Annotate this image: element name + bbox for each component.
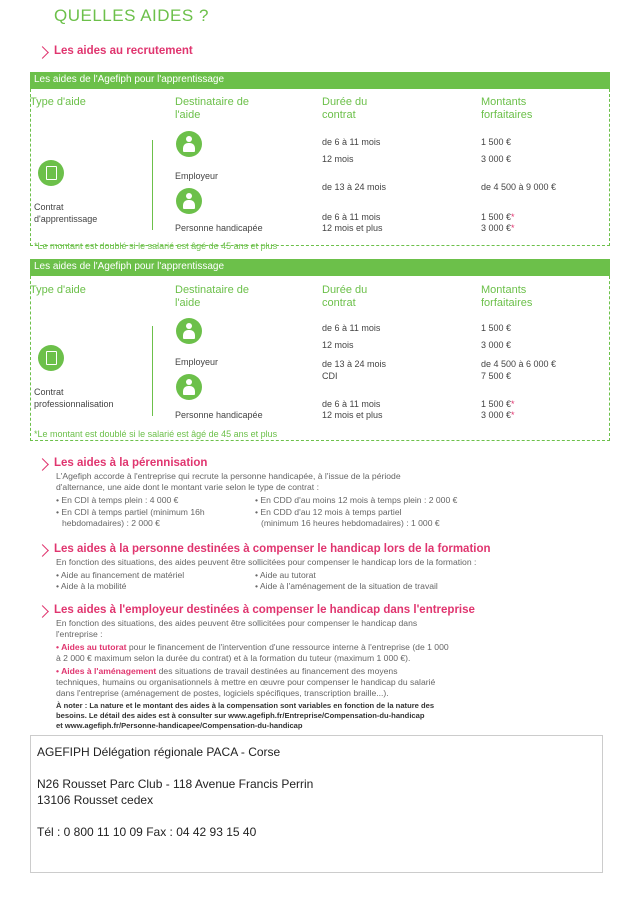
table1-band: Les aides de l'Agefiph pour l'apprentissage [30, 72, 610, 89]
table1-montant-1: 3 000 € [481, 154, 512, 164]
employeur-tutorat-2: à 2 000 € maximum selon la durée du contrat) et à la formation du tuteur (maximum 1 000 €). [56, 653, 411, 663]
table2-band: Les aides de l'Agefiph pour l'apprentissage [30, 259, 610, 276]
table2-montant-3: 7 500 € [481, 371, 512, 381]
table1-montant-3: 1 500 €* [481, 212, 515, 222]
table2-duree-5: 12 mois et plus [322, 410, 383, 420]
document-icon [38, 345, 64, 371]
employeur-amenagement-2: techniques, humains ou organisationnels à mettre en œuvre pour compenser le handicap du salarié [56, 677, 436, 687]
table2-employeur: Employeur [175, 357, 219, 367]
table2-header-montant: Montants forfaitaires [481, 284, 533, 309]
chevron-right-icon [38, 542, 47, 560]
footer-line3: 13106 Rousset cedex [37, 793, 154, 807]
table2-duree-1: 12 mois [322, 340, 354, 350]
table1-duree-0: de 6 à 11 mois [322, 137, 381, 147]
table2-montant-5: 3 000 €* [481, 410, 515, 420]
table2-montant-2: de 4 500 à 6 000 € [481, 359, 557, 369]
table1-duree-1: 12 mois [322, 154, 354, 164]
table1-employeur: Employeur [175, 171, 219, 181]
person-icon [176, 188, 202, 214]
perennisation-b4: • En CDD d'au 12 mois à temps partiel [255, 507, 402, 517]
employer-icon [176, 318, 202, 344]
employeur-amenagement: • Aides à l'aménagement des situations de travail destinées au financement des moyens [56, 666, 398, 676]
table1-header-montant: Montants forfaitaires [481, 96, 533, 121]
employeur-note: À noter : La nature et le montant des aides à la compensation sont variables en fonction de la nature des [56, 701, 435, 710]
personne-intro: En fonction des situations, des aides peuvent être sollicitées pour compenser le handicap lors de la formation : [56, 557, 477, 567]
person-icon [176, 374, 202, 400]
employeur-amenagement-3: dans l'entreprise (aménagement de postes, logiciels spécifiques, transcription braille...). [56, 688, 389, 698]
table1-header-duree: Durée du contrat [322, 96, 368, 121]
footer-line2: N26 Rousset Parc Club - 118 Avenue Francis Perrin [37, 777, 314, 791]
table2-personne: Personne handicapée [175, 410, 263, 420]
table1-header-dest: Destinataire de l'aide [175, 96, 249, 121]
table2-montant-1: 3 000 € [481, 340, 512, 350]
table1-montant-4: 3 000 €* [481, 223, 515, 233]
footer-line1: AGEFIPH Délégation régionale PACA - Corse [37, 745, 281, 759]
table2-duree-4: de 6 à 11 mois [322, 399, 381, 409]
table1-montant-0: 1 500 € [481, 137, 512, 147]
table1-personne: Personne handicapée [175, 223, 263, 233]
table1-montant-2: de 4 500 à 9 000 € [481, 182, 557, 192]
perennisation-intro2: d'alternance, une aide dont le montant varie selon le type de contrat : [56, 482, 319, 492]
table2-duree-2: de 13 à 24 mois [322, 359, 387, 369]
bracket [152, 140, 153, 230]
table2-type: Contrat professionnalisation [34, 387, 114, 409]
recrutement-title: Les aides au recrutement [54, 45, 193, 57]
personne-title: Les aides à la personne destinées à compenser le handicap lors de la formation [54, 543, 491, 555]
perennisation-b2: • En CDI à temps partiel (minimum 16h [56, 507, 205, 517]
employeur-intro2: l'entreprise : [56, 629, 103, 639]
table2-duree-3: CDI [322, 371, 338, 381]
bracket [152, 326, 153, 416]
employeur-title: Les aides à l'employeur destinées à compenser le handicap dans l'entreprise [54, 604, 475, 616]
perennisation-b1: • En CDI à temps plein : 4 000 € [56, 495, 179, 505]
perennisation-intro1: L'Agefiph accorde à l'entreprise qui recrute la personne handicapée, à l'issue de la période [56, 471, 401, 481]
table1-duree-2: de 13 à 24 mois [322, 182, 387, 192]
personne-b1: • Aide au financement de matériel [56, 570, 185, 580]
document-icon [38, 160, 64, 186]
table1-duree-3: de 6 à 11 mois [322, 212, 381, 222]
table2-duree-0: de 6 à 11 mois [322, 323, 381, 333]
employer-icon [176, 131, 202, 157]
employeur-note-2: besoins. Le détail des aides est à consulter sur www.agefiph.fr/Entreprise/Compensation-du-handicap [56, 711, 425, 720]
table2-header-dest: Destinataire de l'aide [175, 284, 249, 309]
chevron-right-icon [38, 603, 47, 621]
personne-b3: • Aide au tutorat [255, 570, 316, 580]
employeur-tutorat: • Aides au tutorat pour le financement de l'intervention d'une ressource interne à l'entreprise (de 1 000 [56, 642, 449, 652]
footer-box [30, 735, 603, 873]
employeur-note-3: et www.agefiph.fr/Personne-handicapee/Compensation-du-handicap [56, 721, 303, 730]
chevron-right-icon [38, 456, 47, 474]
table1-type: Contrat d'apprentissage [34, 202, 98, 224]
page-title: QUELLES AIDES ? [54, 6, 209, 25]
table1-note: *Le montant est doublé si le salarié est âgé de 45 ans et plus [34, 241, 278, 251]
perennisation-b2b: hebdomadaires) : 2 000 € [62, 518, 160, 528]
personne-b4: • Aide à l'aménagement de la situation de travail [255, 581, 438, 591]
personne-b2: • Aide à la mobilité [56, 581, 127, 591]
chevron-right-icon [38, 44, 47, 62]
table1-duree-4: 12 mois et plus [322, 223, 383, 233]
footer-line4: Tél : 0 800 11 10 09 Fax : 04 42 93 15 40 [37, 825, 257, 839]
table1-header-type: Type d'aide [30, 96, 86, 108]
table2-header-type: Type d'aide [30, 284, 86, 296]
table2-montant-4: 1 500 €* [481, 399, 515, 409]
perennisation-b4b: (minimum 16 heures hebdomadaires) : 1 000 € [261, 518, 440, 528]
employeur-intro1: En fonction des situations, des aides peuvent être sollicitées pour compenser le handicap dans [56, 618, 418, 628]
perennisation-title: Les aides à la pérennisation [54, 457, 208, 469]
perennisation-b3: • En CDD d'au moins 12 mois à temps plein : 2 000 € [255, 495, 458, 505]
table2-montant-0: 1 500 € [481, 323, 512, 333]
table2-note: *Le montant est doublé si le salarié est âgé de 45 ans et plus [34, 429, 278, 439]
table2-header-duree: Durée du contrat [322, 284, 368, 309]
